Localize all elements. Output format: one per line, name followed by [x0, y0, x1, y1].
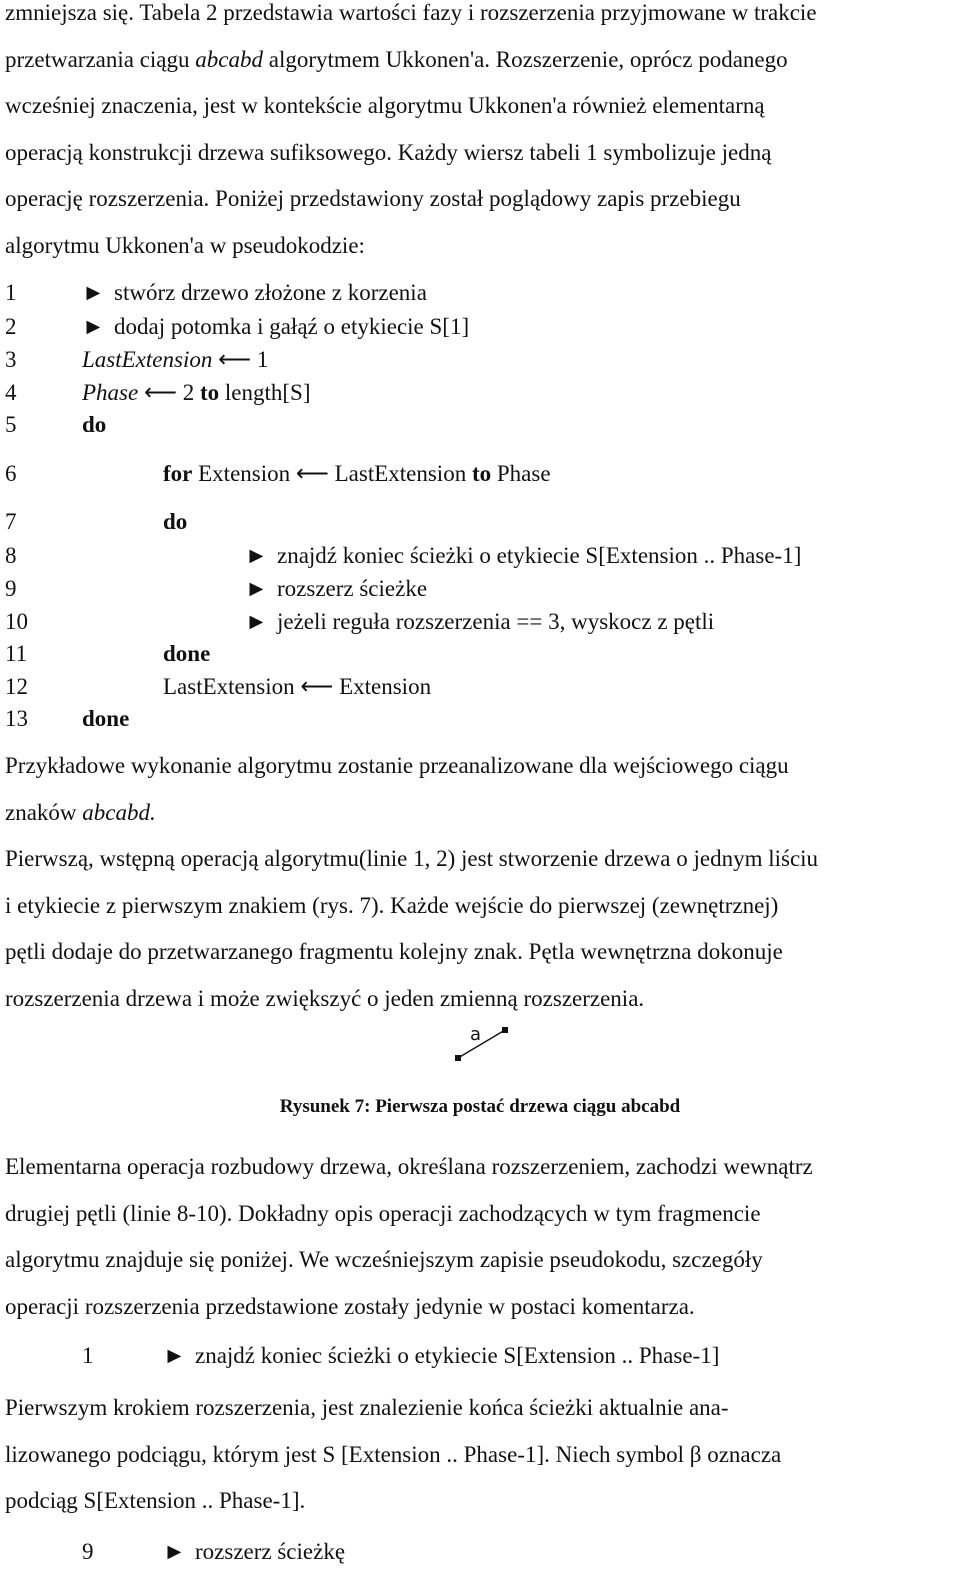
play-arrow-icon: ► [245, 576, 268, 601]
example-line: Przykładowe wykonanie algorytmu zostanie przeanalizowane dla wejściowego ciągu [5, 753, 789, 778]
step-paragraph [5, 1385, 955, 1525]
step-line: podciąg S[Extension .. Phase-1]. [5, 1488, 306, 1513]
play-arrow-icon: ► [163, 1343, 186, 1368]
tree-edge [458, 1030, 505, 1058]
figure-caption: Rysunek 7: Pierwsza postać drzewa ciągu abcabd [279, 1096, 681, 1117]
intro-paragraph [5, 0, 955, 269]
tree-figure [440, 1018, 530, 1068]
play-arrow-icon: ► [245, 609, 268, 634]
example-line: rozszerzenia drzewa i może zwiększyć o jeden zmienną rozszerzenia. [5, 985, 645, 1011]
play-arrow-icon: ► [245, 543, 268, 568]
assign-arrow-icon: ⟵ [300, 674, 334, 699]
intro-line: zmniejsza się. Tabela 2 przedstawia wartości fazy i rozszerzenia przyjmowane w trakcie [5, 0, 817, 25]
play-arrow-icon: ► [82, 280, 105, 305]
assign-arrow-icon: ⟵ [218, 347, 252, 372]
intro-line: operację rozszerzenia. Poniżej przedstawiony został poglądowy zapis przebiegu [5, 186, 741, 211]
assign-arrow-icon: ⟵ [143, 380, 177, 405]
intro-line: wcześniej znaczenia, jest w kontekście algorytmu Ukkonen'a również elementarną [5, 93, 765, 118]
leaf-node [502, 1027, 508, 1033]
play-arrow-icon: ► [163, 1539, 186, 1564]
step-line: lizowanego podciągu, którym jest S [Extension .. Phase-1]. Niech symbol β oznacza [5, 1441, 782, 1467]
example-line: znaków abcabd. [5, 799, 156, 825]
edge-label: a [470, 1024, 482, 1045]
root-node [455, 1055, 461, 1061]
example-line: Pierwszą, wstępną operacją algorytmu(linie 1, 2) jest stworzenie drzewa o jednym liściu [5, 846, 819, 871]
intro-line: operacją konstrukcji drzewa sufiksowego. Każdy wiersz tabeli 1 symbolizuje jedną [5, 139, 772, 165]
step-line: Pierwszym krokiem rozszerzenia, jest znalezienie końca ścieżki aktualnie ana- [5, 1395, 729, 1420]
elementary-line: drugiej pętli (linie 8-10). Dokładny opis operacji zachodzących w tym fragmencie [5, 1200, 761, 1226]
intro-line: algorytmu Ukkonen'a w pseudokodzie: [5, 232, 365, 258]
assign-arrow-icon: ⟵ [295, 461, 329, 486]
elementary-line: algorytmu znajduje się poniżej. We wcześniejszym zapisie pseudokodu, szczegóły [5, 1247, 763, 1272]
example-paragraph [5, 743, 955, 1022]
intro-line: przetwarzania ciągu abcabd algorytmem Ukkonen'a. Rozszerzenie, oprócz podanego [5, 46, 788, 72]
elementary-paragraph [5, 1144, 955, 1330]
example-line: i etykiecie z pierwszym znakiem (rys. 7). Każde wejście do pierwszej (zewnętrznej) [5, 892, 779, 918]
play-arrow-icon: ► [82, 314, 105, 339]
elementary-line: operacji rozszerzenia przedstawione zostały jedynie w postaci komentarza. [5, 1293, 695, 1319]
document-page: zmniejsza się. Tabela 2 przedstawia wartości fazy i rozszerzenia przyjmowane w trakcie przetwarzania ciągu abcabd algorytmem Ukkonen'a. Rozszerzenie, oprócz podanego wcześniej znaczenia, jest w kontekście algorytmu Ukkonen'a również elementarną operacją konstrukcji drzewa sufiksowego. Każdy wiersz tabeli 1 symbolizuje jedną operację rozszerzenia. Poniżej przedstawiony został poglądowy zapis przebiegu algorytmu Ukkonen'a w pseudokodzie: 1 ► stwórz drzewo złożone z korzenia 2 ► dodaj potomka i gałąź o etykiecie S[1] 3 LastExtension ⟵ 1 4 Phase ⟵ 2 to length[S] 5 do 6 for Extension ⟵ LastExtension to Phase 7 do 8 ► znajdź koniec ścieżki o etykiecie S[Extension .. Phase-1] 9 ► rozszerz ścieżke 10 ► jeżeli reguła rozszerzenia == 3, wyskocz z pętli 11 done 12 LastExtension ⟵ Extension 13 done Przykładowe wykonanie algorytmu zostanie przeanalizowane dla wejściowego ciągu znaków abcabd. Pierwszą, wstępną operacją algorytmu(linie 1, 2) jest stworzenie drzewa o jednym liściu i etykiecie z pierwszym znakiem (rys. 7). Każde wejście do pierwszej (zewnętrznej) pętli dodaje do przetwarzanego fragmentu kolejny znak. Pętla wewnętrzna dokonuje rozszerzenia drzewa i może zwiększyć o jeden zmienną rozszerzenia. a Rysunek 7: Pierwsza postać drzewa ciągu abcabd Elementarna operacja rozbudowy drzewa, określana rozszerzeniem, zachodzi wewnątrz drugiej pętli (linie 8-10). Dokładny opis operacji zachodzących w tym fragmencie algorytmu znajduje się poniżej. We wcześniejszym zapisie pseudokodu, szczegóły operacji rozszerzenia przedstawione zostały jedynie w postaci komentarza. 1 ► znajdź koniec ścieżki o etykiecie S[Extension .. Phase-1] Pierwszym krokiem rozszerzenia, jest znalezienie końca ścieżki aktualnie ana- lizowanego podciągu, którym jest S [Extension .. Phase-1]. Niech symbol β oznacza podciąg S[Extension .. Phase-1]. 9 ► rozszerz ścieżkę [0, 0, 960, 1570]
example-line: pętli dodaje do przetwarzanego fragmentu kolejny znak. Pętla wewnętrzna dokonuje [5, 939, 783, 964]
elementary-line: Elementarna operacja rozbudowy drzewa, określana rozszerzeniem, zachodzi wewnątrz [5, 1154, 813, 1179]
